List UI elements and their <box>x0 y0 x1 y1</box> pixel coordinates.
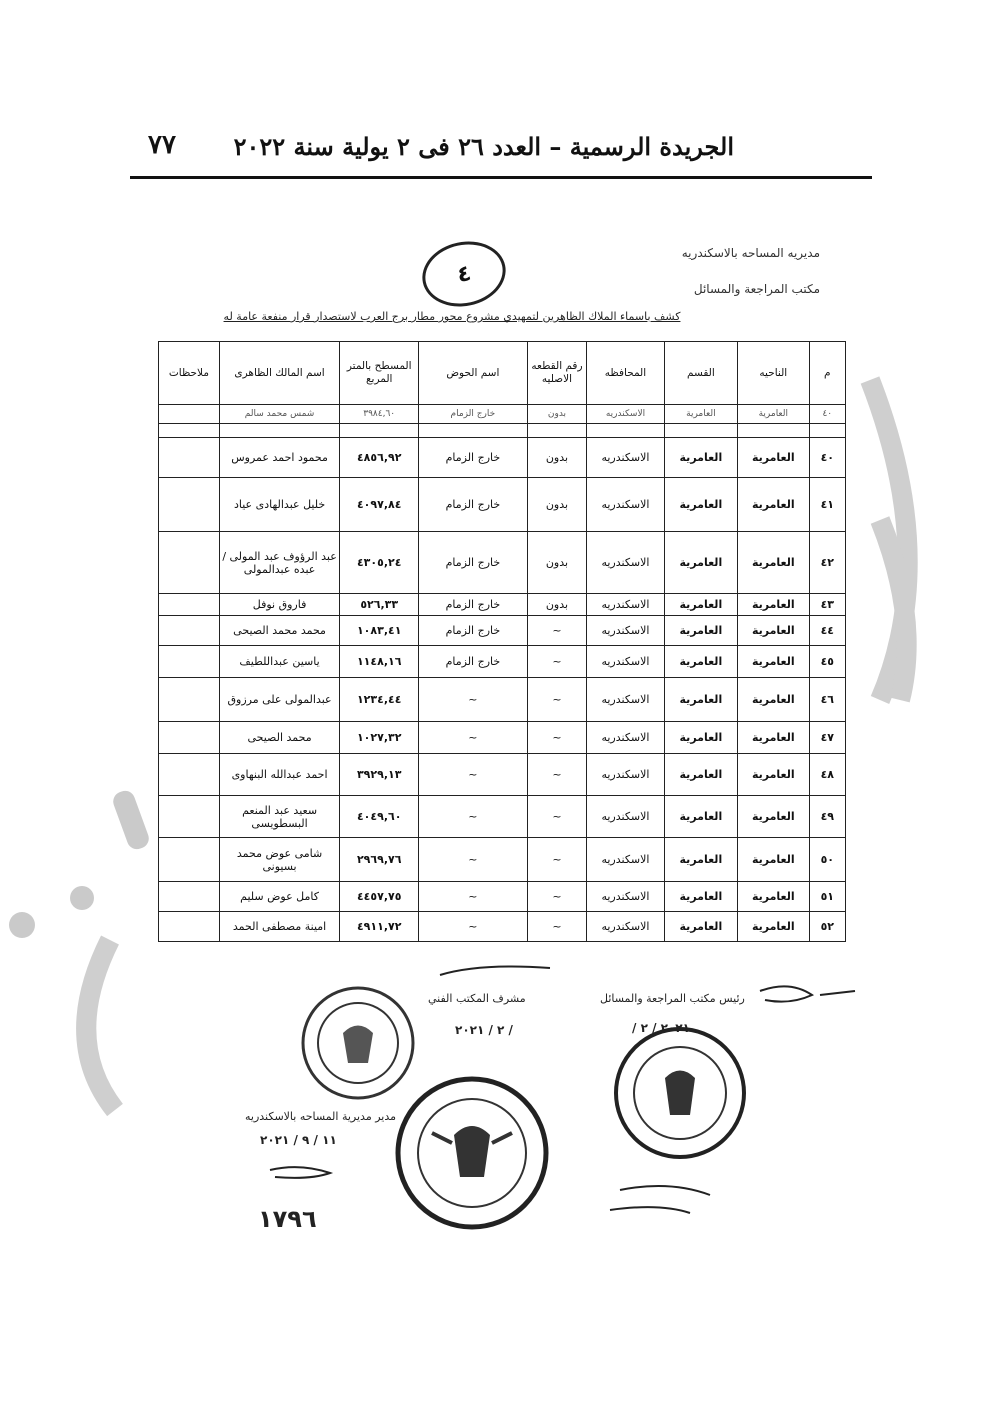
cell-governorate: الاسكندريه <box>587 616 664 646</box>
col-header-owner: اسم المالك الظاهرى <box>219 342 340 405</box>
cell-nahia: العامرية <box>738 912 810 942</box>
cell-hod: خارج الزمام <box>419 594 528 616</box>
cell-nahia: العامرية <box>738 405 810 424</box>
cell-hod: ~ <box>419 722 528 754</box>
cell-owner: خليل عبدالهادى عياد <box>219 478 340 532</box>
cell-hod: ~ <box>419 912 528 942</box>
cell-area: ٤٩١١,٧٢ <box>340 912 419 942</box>
cell-nahia: العامرية <box>738 754 810 796</box>
cell-nahia: العامرية <box>738 882 810 912</box>
cell-qism: العامرية <box>664 678 737 722</box>
cell-plot: ~ <box>527 646 587 678</box>
cell-governorate: الاسكندريه <box>587 438 664 478</box>
cell-area: ١٠٢٧,٣٢ <box>340 722 419 754</box>
col-header-hod: اسم الحوض <box>419 342 528 405</box>
cell-governorate: الاسكندريه <box>587 882 664 912</box>
date-supervisor: / ٢ / ٢٠٢١ <box>455 1023 513 1037</box>
cell-hod: خارج الزمام <box>419 478 528 532</box>
cell-nahia: العامرية <box>738 616 810 646</box>
cell-no: ٤٩ <box>809 796 845 838</box>
cell-area: ٤٠٤٩,٦٠ <box>340 796 419 838</box>
cell-no: ٤٧ <box>809 722 845 754</box>
cell-plot: بدون <box>527 405 587 424</box>
cell-area: ٥٢٦,٣٣ <box>340 594 419 616</box>
cell-plot: بدون <box>527 478 587 532</box>
cell-plot: ~ <box>527 678 587 722</box>
col-header-area: المسطح بالمتر المربع <box>340 342 419 405</box>
col-header-no: م <box>809 342 845 405</box>
col-header-notes: ملاحظات <box>159 342 220 405</box>
cell-owner: عبدالمولى على مرزوق <box>219 678 340 722</box>
cell-no: ٤٥ <box>809 646 845 678</box>
cell-no: ٥٢ <box>809 912 845 942</box>
handwritten-number: ٤ <box>416 234 511 314</box>
cell-nahia: العامرية <box>738 532 810 594</box>
cell-area: ٣٩٢٩,١٣ <box>340 754 419 796</box>
col-header-nahia: الناحيه <box>738 342 810 405</box>
cell-area: ٤٣٠٥,٢٤ <box>340 532 419 594</box>
official-seal-center <box>392 1073 552 1233</box>
cell-nahia: العامرية <box>738 796 810 838</box>
cell-no: ٤٢ <box>809 532 845 594</box>
cell-area: ٤٨٥٦,٩٢ <box>340 438 419 478</box>
cell-owner: محمد محمد الصيحى <box>219 616 340 646</box>
cell-hod: خارج الزمام <box>419 616 528 646</box>
cell-no: ٤٨ <box>809 754 845 796</box>
cell-plot: ~ <box>527 722 587 754</box>
cell-hod: ~ <box>419 882 528 912</box>
cell-nahia: العامرية <box>738 438 810 478</box>
office-name: مكتب المراجعة والمسائل <box>693 282 820 296</box>
col-header-plot: رقم القطعه الاصليه <box>527 342 587 405</box>
cell-hod: ~ <box>419 678 528 722</box>
cell-area: ١١٤٨,١٦ <box>340 646 419 678</box>
cell-area: ١٠٨٣,٤١ <box>340 616 419 646</box>
cell-governorate: الاسكندريه <box>587 796 664 838</box>
cell-governorate: الاسكندريه <box>587 478 664 532</box>
cell-qism: العامرية <box>664 722 737 754</box>
cell-qism: العامرية <box>664 532 737 594</box>
cell-plot: بدون <box>527 532 587 594</box>
cell-hod: خارج الزمام <box>419 405 528 424</box>
cell-owner: سعيد عبد المنعم البسطويسى <box>219 796 340 838</box>
cell-area: ٢٩٦٩,٧٦ <box>340 838 419 882</box>
cell-governorate: الاسكندريه <box>587 754 664 796</box>
cell-area: ١٢٣٤,٤٤ <box>340 678 419 722</box>
cell-plot: ~ <box>527 838 587 882</box>
cell-qism: العامرية <box>664 438 737 478</box>
cell-plot: ~ <box>527 616 587 646</box>
scanned-document <box>150 205 870 1265</box>
page-number: ٧٧ <box>148 130 176 160</box>
signature-directorate-manager-label: مدير مديرية المساحه بالاسكندريه <box>245 1110 397 1123</box>
cell-plot: بدون <box>527 438 587 478</box>
cell-owner: شامى عوض محمد بسيونى <box>219 838 340 882</box>
cell-governorate: الاسكندريه <box>587 594 664 616</box>
cell-plot: ~ <box>527 882 587 912</box>
cell-qism: العامرية <box>664 616 737 646</box>
cell-qism: العامرية <box>664 646 737 678</box>
directorate-name: مديريه المساحه بالاسكندريه <box>681 246 820 260</box>
table-title: كشف باسماء الملاك الظاهرين لتمهيدي مشروع محور مطار برج العرب لاستصدار قرار منفعة عامة له <box>223 310 681 323</box>
cell-owner: محمود احمد عمروس <box>219 438 340 478</box>
cell-qism: العامرية <box>664 912 737 942</box>
cell-no: ٥١ <box>809 882 845 912</box>
cell-area: ٣٩٨٤,٦٠ <box>340 405 419 424</box>
cell-hod: خارج الزمام <box>419 646 528 678</box>
cell-nahia: العامرية <box>738 646 810 678</box>
col-header-qism: القسم <box>664 342 737 405</box>
cell-no: ٤١ <box>809 478 845 532</box>
cell-no: ٤٠ <box>809 405 845 424</box>
cell-governorate: الاسكندريه <box>587 646 664 678</box>
cell-owner: كامل عوض سليم <box>219 882 340 912</box>
cell-no: ٤٤ <box>809 616 845 646</box>
cell-area: ٤٤٥٧,٧٥ <box>340 882 419 912</box>
cell-nahia: العامرية <box>738 838 810 882</box>
cell-nahia: العامرية <box>738 678 810 722</box>
date-office-head: ٢٠٢١ / ٢ / <box>632 1021 690 1035</box>
signature-office-head-label: رئيس مكتب المراجعة والمسائل <box>600 992 745 1005</box>
date-manager: ١١ / ٩ / ٢٠٢١ <box>260 1133 337 1147</box>
gazette-title: الجريدة الرسمية – العدد ٢٦ فى ٢ يولية سنة ٢٠٢٢ <box>233 132 734 161</box>
cell-governorate: الاسكندريه <box>587 722 664 754</box>
col-header-governorate: المحافظه <box>587 342 664 405</box>
official-seal-right <box>610 1023 750 1163</box>
cell-governorate: الاسكندريه <box>587 912 664 942</box>
cell-plot: بدون <box>527 594 587 616</box>
cell-no: ٤٠ <box>809 438 845 478</box>
cell-qism: العامرية <box>664 796 737 838</box>
cell-qism: العامرية <box>664 478 737 532</box>
cell-qism: العامرية <box>664 754 737 796</box>
cell-hod: ~ <box>419 796 528 838</box>
cell-governorate: الاسكندريه <box>587 838 664 882</box>
cell-hod: ~ <box>419 838 528 882</box>
cell-owner: شمس محمد سالم <box>219 405 340 424</box>
cell-owner: فاروق نوفل <box>219 594 340 616</box>
cell-plot: ~ <box>527 754 587 796</box>
handwritten-code: ١٧٩٦ <box>258 1205 317 1233</box>
cell-nahia: العامرية <box>738 594 810 616</box>
cell-qism: العامرية <box>664 838 737 882</box>
cell-qism: العامرية <box>664 405 737 424</box>
cell-hod: ~ <box>419 754 528 796</box>
cell-owner: امينة مصطفى الحمد <box>219 912 340 942</box>
cell-no: ٥٠ <box>809 838 845 882</box>
cell-governorate: الاسكندريه <box>587 405 664 424</box>
cell-no: ٤٦ <box>809 678 845 722</box>
cell-no: ٤٣ <box>809 594 845 616</box>
cell-plot: ~ <box>527 912 587 942</box>
signature-technical-supervisor-label: مشرف المكتب الفني <box>428 992 526 1005</box>
cell-plot: ~ <box>527 796 587 838</box>
cell-hod: خارج الزمام <box>419 532 528 594</box>
cell-qism: العامرية <box>664 882 737 912</box>
cell-governorate: الاسكندريه <box>587 532 664 594</box>
cell-nahia: العامرية <box>738 478 810 532</box>
cell-owner: ياسين عبداللطيف <box>219 646 340 678</box>
cell-hod: خارج الزمام <box>419 438 528 478</box>
cell-owner: محمد الصيحى <box>219 722 340 754</box>
cell-governorate: الاسكندريه <box>587 678 664 722</box>
cell-owner: عبد الرؤوف عبد المولى / عبده عبدالمولى <box>219 532 340 594</box>
cell-owner: احمد عبدالله البنهاوى <box>219 754 340 796</box>
cell-area: ٤٠٩٧,٨٤ <box>340 478 419 532</box>
cell-nahia: العامرية <box>738 722 810 754</box>
cell-qism: العامرية <box>664 594 737 616</box>
